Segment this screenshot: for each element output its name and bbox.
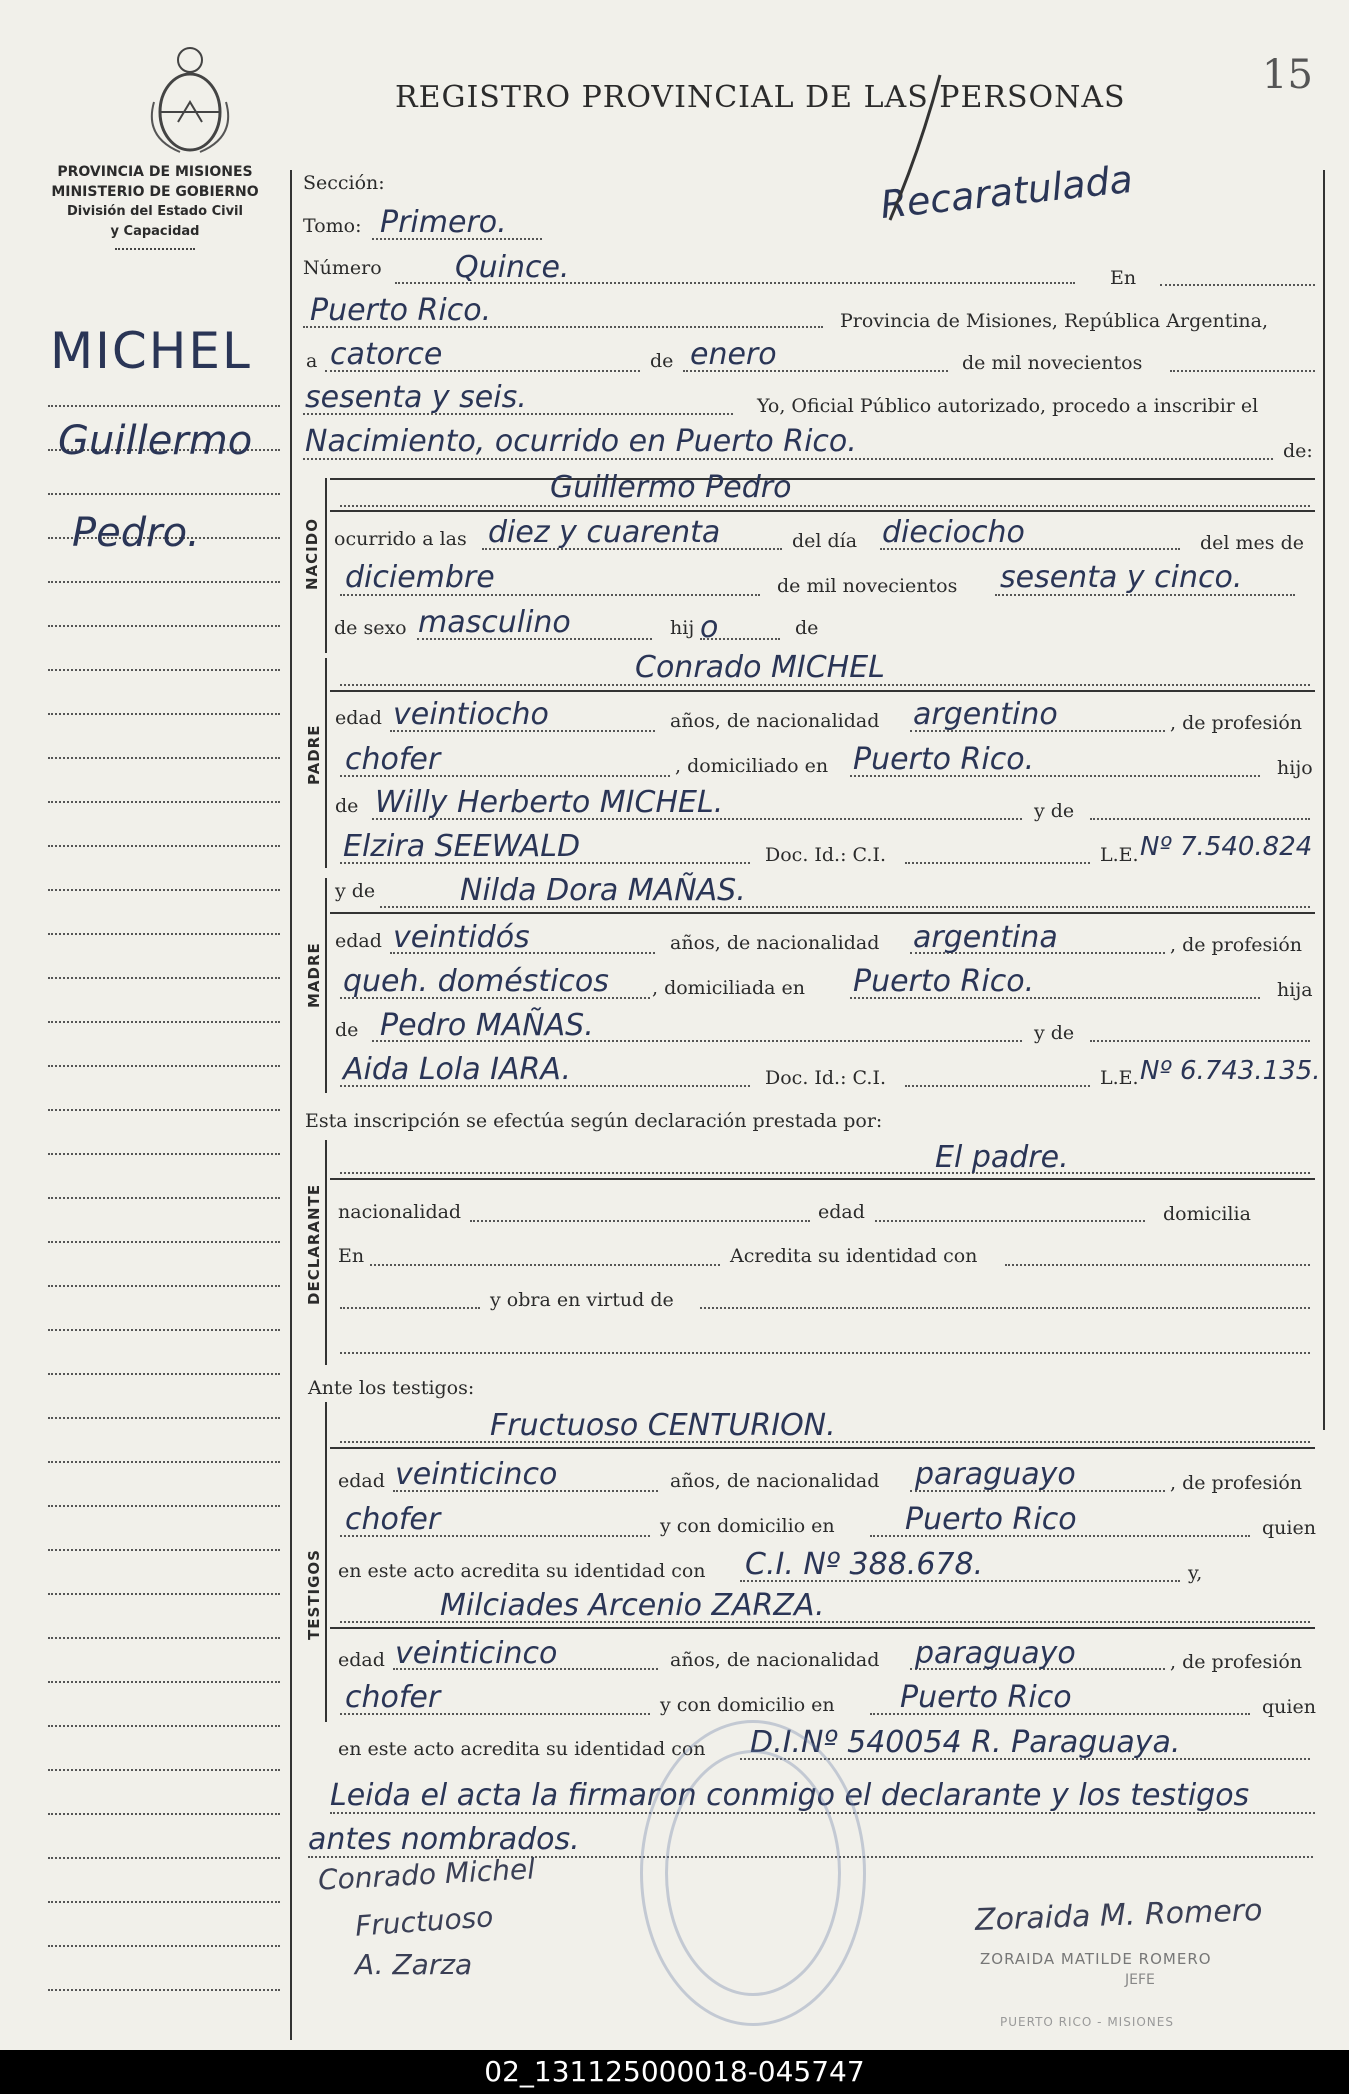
lugar-value: Puerto Rico. (310, 293, 492, 328)
testigo1-profesion: chofer (345, 1502, 441, 1537)
label-anos-padre: años, de nacionalidad (670, 710, 880, 732)
org-line: PROVINCIA DE MISIONES (57, 164, 253, 180)
stamp-location: PUERTO RICO - MISIONES (1000, 2015, 1174, 2029)
label-obra: y obra en virtud de (490, 1289, 674, 1311)
padre-nacionalidad: argentino (913, 697, 1058, 732)
margin-rule-line (48, 1549, 280, 1551)
padre-profesion: chofer (345, 742, 441, 777)
padre-padre: Willy Herberto MICHEL. (375, 785, 724, 820)
margin-second-name: Pedro. (72, 510, 200, 556)
tomo-value: Primero. (380, 205, 507, 240)
margin-surname: MICHEL (50, 322, 252, 380)
label-oficial: Yo, Oficial Público autorizado, procedo a inscribir el (757, 395, 1259, 417)
label-hijo: hij (670, 617, 695, 639)
signature-officer: Zoraida M. Romero (974, 1892, 1263, 1939)
margin-rule-line (48, 1329, 280, 1331)
mes-inscripcion: enero (690, 337, 777, 372)
label-mil-nov-2: de mil novecientos (777, 575, 958, 597)
label-y-de-madre: y de (335, 880, 376, 902)
label-edad-t1: edad (338, 1470, 385, 1492)
margin-rule-line (48, 1945, 280, 1947)
side-tag-testigos: TESTIGOS (305, 1549, 323, 1640)
hijo-suffix: o (700, 610, 719, 645)
label-de: de (650, 350, 674, 372)
label-nacionalidad-decl: nacionalidad (338, 1201, 462, 1223)
margin-rule-line (48, 1857, 280, 1859)
nacimiento-value: Nacimiento, ocurrido en Puerto Rico. (305, 424, 857, 459)
margin-rule-line (48, 1285, 280, 1287)
testigo2-nombre: Milciades Arcenio ZARZA. (440, 1588, 825, 1623)
madre-madre: Aida Lola IARA. (343, 1052, 571, 1087)
label-y-de-madre-2: y de (1034, 1022, 1075, 1044)
testigo2-nacionalidad: paraguayo (915, 1636, 1076, 1671)
label-numero: Número (303, 257, 382, 279)
testigo2-edad: veinticinco (395, 1636, 558, 1671)
page-number: 15 (1262, 52, 1313, 98)
side-tag-madre: MADRE (305, 942, 323, 1008)
testigo2-identidad: D.I.Nº 540054 R. Paraguaya. (750, 1725, 1181, 1760)
mes-nacimiento: diciembre (345, 560, 495, 595)
label-le-madre: L.E. (1100, 1067, 1139, 1089)
pen-stroke (880, 70, 960, 230)
padre-domicilio: Puerto Rico. (853, 742, 1035, 777)
margin-rule-line (48, 1241, 280, 1243)
dia-inscripcion: catorce (330, 337, 443, 372)
scan-identifier: 02_131125000018-045747 (0, 2050, 1349, 2094)
margin-rule-line (48, 1417, 280, 1419)
margin-rule-line (48, 1065, 280, 1067)
label-sexo: de sexo (334, 617, 407, 639)
label-doc-madre: Doc. Id.: C.I. (765, 1067, 886, 1089)
org-line: y Capacidad (110, 224, 200, 239)
label-de-madre: de (335, 1019, 359, 1041)
label-seccion: Sección: (303, 172, 385, 194)
label-acredita-t2: en este acto acredita su identidad con (338, 1738, 706, 1760)
label-profesion-padre: , de profesión (1170, 712, 1302, 734)
margin-rule-line (48, 669, 280, 671)
label-domicilia: domicilia (1163, 1203, 1251, 1225)
label-declaracion: Esta inscripción se efectúa según declaración prestada por: (305, 1110, 883, 1132)
label-le-padre: L.E. (1100, 844, 1139, 866)
margin-rule-line (48, 1197, 280, 1199)
official-stamp-inner (665, 1750, 841, 1996)
madre-nacionalidad: argentina (913, 920, 1058, 955)
label-ocurrido: ocurrido a las (334, 528, 467, 550)
margin-rule-line (48, 1681, 280, 1683)
margin-rule-line (48, 1593, 280, 1595)
label-de-colon: de: (1283, 440, 1313, 462)
label-hija: hija (1277, 979, 1313, 1001)
margin-rule-line (48, 889, 280, 891)
org-block (30, 162, 280, 250)
label-profesion-t1: , de profesión (1170, 1472, 1302, 1494)
padre-madre: Elzira SEEWALD (343, 829, 581, 864)
testigo1-edad: veinticinco (395, 1457, 558, 1492)
margin-rule-line (48, 1109, 280, 1111)
label-en: En (1110, 267, 1137, 289)
officer-name-stamp: ZORAIDA MATILDE ROMERO (980, 1950, 1212, 1968)
margin-rule-line (48, 801, 280, 803)
label-y-coma: y, (1188, 1562, 1203, 1584)
padre-edad: veintiocho (393, 697, 549, 732)
margin-rule-line (48, 493, 280, 495)
label-profesion-t2: , de profesión (1170, 1651, 1302, 1673)
margin-rule-line (48, 1901, 280, 1903)
margin-rule-line (48, 933, 280, 935)
closing-line-1: Leida el acta la firmaron conmigo el declarante y los testigos (330, 1778, 1250, 1813)
label-provincia: Provincia de Misiones, República Argentina, (840, 310, 1269, 332)
testigo2-profesion: chofer (345, 1680, 441, 1715)
label-ante-testigos: Ante los testigos: (308, 1377, 475, 1399)
signature-father: Conrado Michel (317, 1852, 536, 1897)
label-hijo-2: hijo (1277, 757, 1313, 779)
label-y-de-padre: y de (1034, 800, 1075, 822)
madre-padre: Pedro MAÑAS. (380, 1008, 594, 1043)
label-en-decl: En (338, 1245, 365, 1267)
label-domicilio-t1: y con domicilio en (660, 1515, 835, 1537)
label-doc-padre: Doc. Id.: C.I. (765, 844, 886, 866)
margin-separator (290, 170, 292, 2040)
label-edad-decl: edad (818, 1201, 865, 1223)
margin-rule-line (48, 713, 280, 715)
margin-rule-line (48, 581, 280, 583)
margin-rule-line (48, 1461, 280, 1463)
margin-rule-line (48, 1989, 280, 1991)
coat-of-arms-icon (140, 42, 240, 157)
label-quien-t2: quien (1262, 1696, 1316, 1718)
padre-le: Nº 7.540.824 (1140, 832, 1313, 862)
label-mil-novecientos: de mil novecientos (962, 352, 1143, 374)
label-domiciliado: , domiciliado en (675, 755, 829, 777)
anio-inscripcion: sesenta y seis. (305, 380, 527, 415)
hora-value: diez y cuarenta (488, 515, 721, 550)
margin-rule-line (48, 1021, 280, 1023)
label-del-dia: del día (792, 530, 858, 552)
testigo1-domicilio: Puerto Rico (905, 1502, 1077, 1537)
padre-nombre: Conrado MICHEL (635, 650, 885, 685)
margin-rule-line (48, 405, 280, 407)
margin-first-name: Guillermo (58, 418, 253, 464)
label-quien-t1: quien (1262, 1517, 1316, 1539)
margin-rule-line (48, 1505, 280, 1507)
label-acredita-t1: en este acto acredita su identidad con (338, 1560, 706, 1582)
margin-rule-line (48, 1637, 280, 1639)
numero-value: Quince. (455, 250, 570, 285)
label-domicilio-t2: y con domicilio en (660, 1694, 835, 1716)
margin-rule-line (48, 625, 280, 627)
testigo1-nacionalidad: paraguayo (915, 1457, 1076, 1492)
label-de-2: de (795, 617, 819, 639)
side-tag-nacido: NACIDO (303, 518, 321, 590)
dia-nacimiento: dieciocho (882, 515, 1025, 550)
label-domiciliada: , domiciliada en (652, 977, 805, 999)
document-title: REGISTRO PROVINCIAL DE LAS PERSONAS (395, 80, 1126, 115)
side-tag-declarante: DECLARANTE (305, 1183, 323, 1305)
margin-rule-line (48, 1725, 280, 1727)
label-tomo: Tomo: (303, 215, 362, 237)
right-border (1323, 170, 1325, 1430)
signature-witness-2: A. Zarza (355, 1948, 473, 1981)
nombre-nacido: Guillermo Pedro (550, 470, 792, 505)
label-anos-madre: años, de nacionalidad (670, 932, 880, 954)
margin-rule-line (48, 977, 280, 979)
label-de-padre: de (335, 795, 359, 817)
margin-rule-line (48, 845, 280, 847)
label-anos-t2: años, de nacionalidad (670, 1649, 880, 1671)
madre-domicilio: Puerto Rico. (853, 964, 1035, 999)
margin-rule-line (48, 1769, 280, 1771)
testigo1-identidad: C.I. Nº 388.678. (745, 1547, 984, 1582)
label-edad-madre: edad (335, 930, 382, 952)
side-tag-padre: PADRE (305, 724, 323, 785)
margin-rule-line (48, 1373, 280, 1375)
madre-nombre: Nilda Dora MAÑAS. (460, 873, 746, 908)
anio-nacimiento: sesenta y cinco. (1000, 560, 1243, 595)
testigo1-nombre: Fructuoso CENTURION. (490, 1408, 836, 1443)
madre-profesion: queh. domésticos (343, 964, 609, 999)
officer-title-stamp: JEFE (1125, 1972, 1155, 1988)
org-line: División del Estado Civil (67, 204, 243, 219)
testigo2-domicilio: Puerto Rico (900, 1680, 1072, 1715)
label-anos-t1: años, de nacionalidad (670, 1470, 880, 1492)
label-del-mes: del mes de (1200, 532, 1304, 554)
madre-edad: veintidós (393, 920, 530, 955)
margin-rule-line (48, 1153, 280, 1155)
margin-rule-line (48, 757, 280, 759)
declarante-nombre: El padre. (935, 1140, 1069, 1175)
margin-rule-line (48, 1813, 280, 1815)
label-acredita: Acredita su identidad con (730, 1245, 978, 1267)
label-edad-padre: edad (335, 707, 382, 729)
org-line: MINISTERIO DE GOBIERNO (51, 184, 259, 200)
label-edad-t2: edad (338, 1649, 385, 1671)
label-a: a (306, 350, 318, 372)
sexo-value: masculino (418, 605, 571, 640)
madre-le: Nº 6.743.135. (1140, 1056, 1321, 1086)
signature-witness-1: Fructuoso (354, 1900, 495, 1943)
cancel-annotation: Recaratulada (878, 156, 1135, 228)
label-profesion-madre: , de profesión (1170, 934, 1302, 956)
closing-line-2: antes nombrados. (308, 1822, 580, 1857)
